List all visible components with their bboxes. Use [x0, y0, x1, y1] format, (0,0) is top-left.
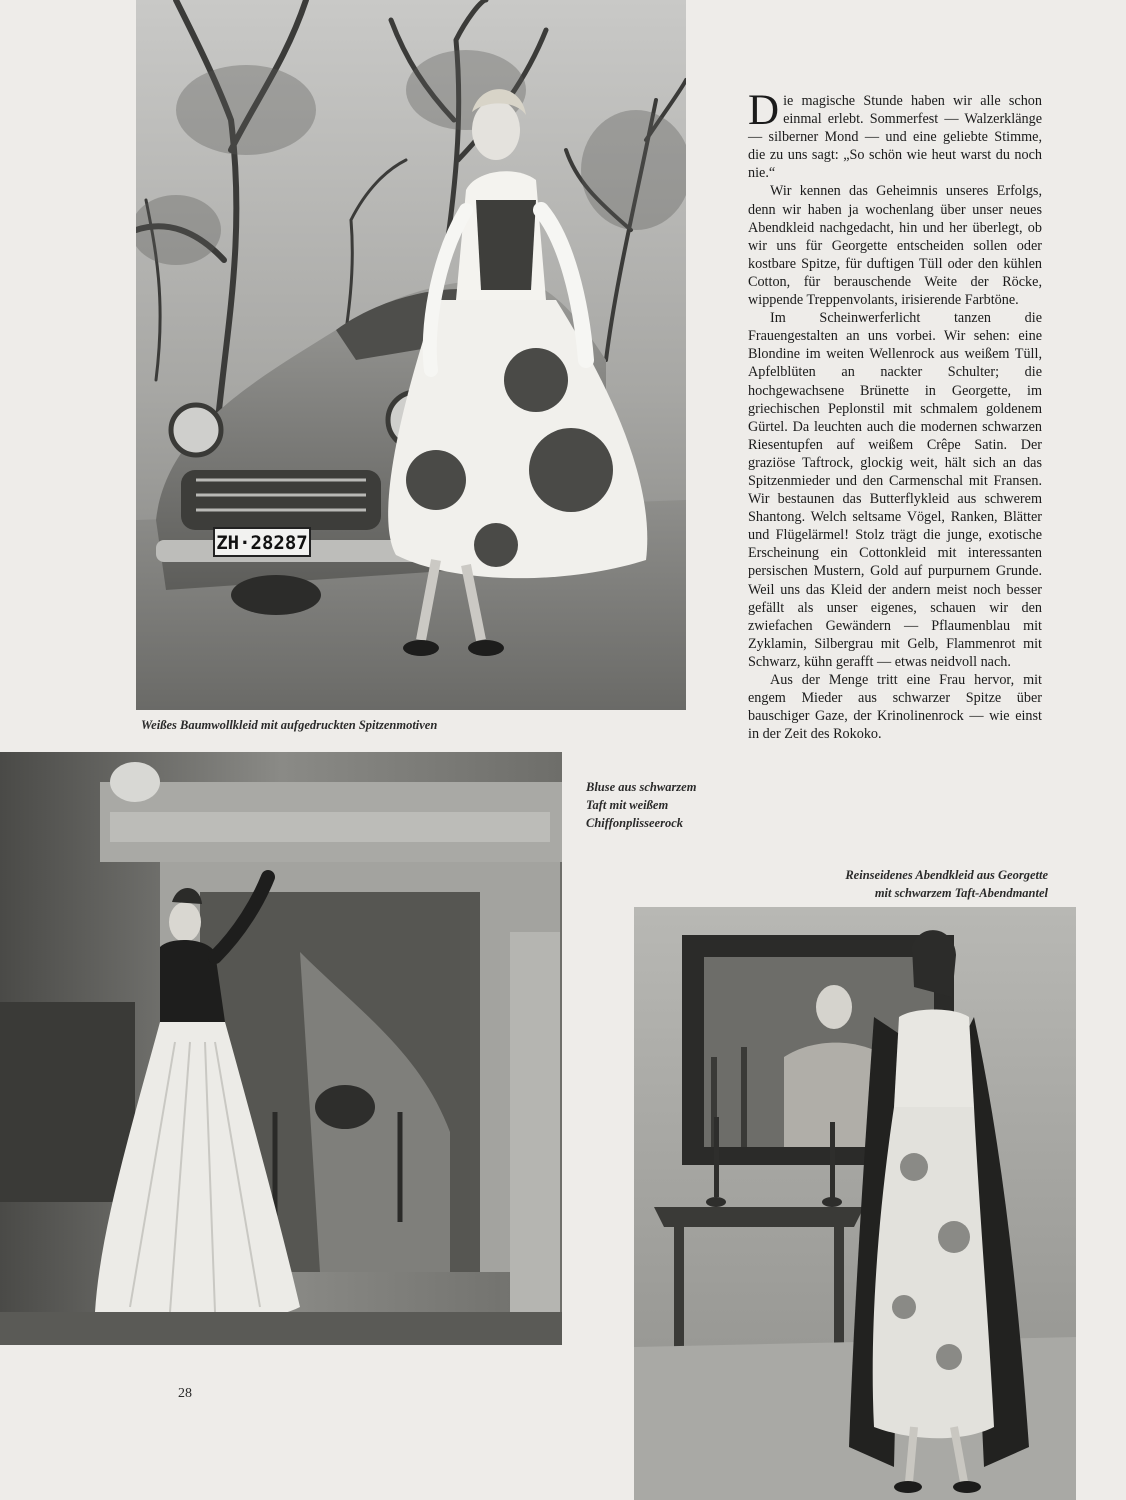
- caption-bottom-right-line-2: mit schwarzem Taft-Abendmantel: [874, 886, 1048, 900]
- caption-bottom-left-photo: [586, 778, 696, 832]
- photo-woman-with-car-image: [136, 0, 686, 710]
- caption-bottom-right-line-1: Reinseidenes Abendkleid aus Georgette: [845, 868, 1048, 882]
- paragraph-1-text: ie magische Stunde haben wir alle schon einmal erlebt. Sommerfest — Walzerklänge — silberner Mond — und eine geliebte Stimme, die zu uns sagt: „So schön wie heut warst du noch nie.“: [748, 93, 1042, 182]
- page-number: 28: [178, 1386, 192, 1401]
- caption-bottom-left-line-1: Bluse aus schwarzem: [586, 780, 697, 794]
- caption-bottom-left-line-2: Taft mit weißem: [586, 798, 669, 812]
- article-body: [748, 87, 1042, 743]
- article-paragraph-3: Im Scheinwerferlicht tanzen die Frauengestalten an uns vorbei. Wir sehen: eine Blondine im weiten Wellenrock aus weißem Tüll, Apfelblüten an nackter Schulter; die hochgewachsene Brünette in Georgette, im griechischen Peplonstil mit schmalem goldenem Gürtel. Da leuchten auch die modernen schwarzen Riesentupfen auf weißem Crêpe Satin. Der graziöse Taftrock, glockig weit, hält sich an das Spitzenmieder und den Carmenschal mit Fransen. Wir bestaunen das Butterflykleid aus schwerem Shantong. Welch seltsame Vögel, Ranken, Blätter und Flügelärmel! Stolz trägt die junge, exotische Erscheinung ein Cottonkleid mit interessanten persischen Mustern, Gold auf purpurnem Grunde. Weil uns das Kleid der andern meist noch besser gefällt als unser eigenes, schauen wir den zwiefachen Gewändern — Pflaumenblau mit Zyklamin, Silbergrau mit Gelb, Flammenrot mit Schwarz, kühn gerafft — etwas neidvoll nach.: [748, 310, 1042, 670]
- article-paragraph-2: Wir kennen das Geheimnis unseres Erfolgs, denn wir haben ja wochenlang über unser neues Abendkleid nachgedacht, hin und her überlegt, ob wir uns für Georgette entscheiden sollen oder kostbare Spitze, für duftigen Tüll oder den kühlen Cotton, für berauschende Weite der Röcke, wippende Treppenvolants, irisierende Farbtöne.: [748, 183, 1042, 309]
- caption-bottom-left-line-3: Chiffonplisseerock: [586, 816, 683, 830]
- caption-bottom-right-photo: [834, 866, 1048, 902]
- article-paragraph-4: Aus der Menge tritt eine Frau hervor, mit engem Mieder aus schwarzer Spitze über bauschiger Gaze, der Krinolinenrock — wie einst in der Zeit des Rokoko.: [748, 672, 1042, 743]
- photo-woman-at-mirror: [634, 907, 1076, 1500]
- caption-top-photo: Weißes Baumwollkleid mit aufgedruckten Spitzenmotiven: [141, 718, 438, 732]
- drop-cap: D: [748, 87, 780, 134]
- license-plate: ZH·28287: [216, 532, 308, 554]
- photo-woman-with-car: [136, 0, 686, 710]
- photo-woman-at-mirror-image: [634, 907, 1076, 1500]
- article-paragraph-1: [748, 87, 1042, 182]
- photo-woman-at-fireplace-image: [0, 752, 562, 1345]
- photo-woman-at-fireplace: [0, 752, 562, 1345]
